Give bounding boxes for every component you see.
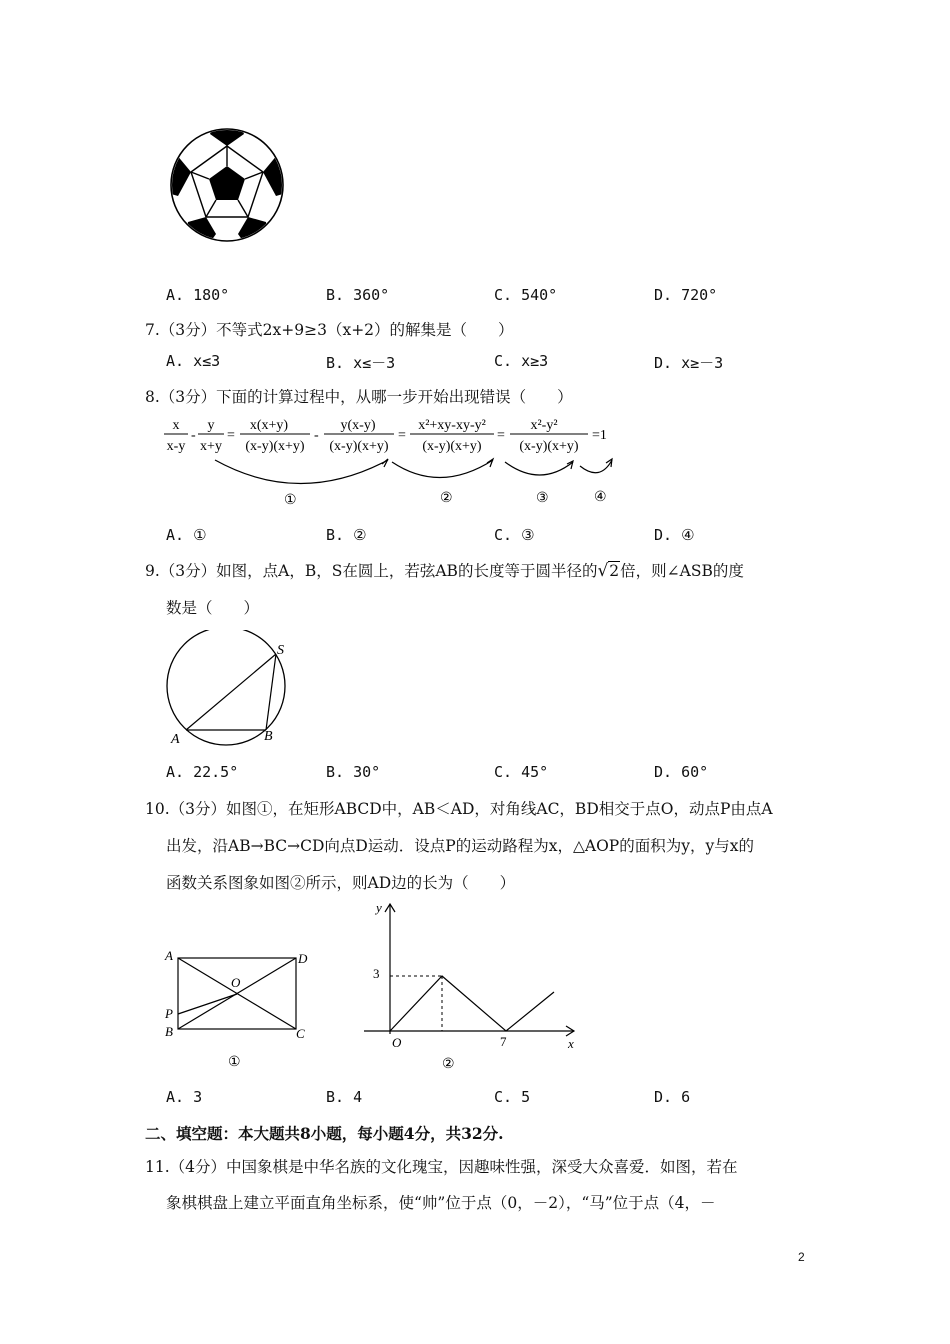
q9-stem-line2: 数是（ ） xyxy=(166,599,260,617)
q8-step-4: ④ xyxy=(594,490,607,505)
q11-line2: 象棋棋盘上建立平面直角坐标系，使“帅”位于点（0，－2），“马”位于点（4，－ xyxy=(166,1194,716,1212)
q8-frac5-den: (x-y)(x+y) xyxy=(422,439,482,454)
section-2-heading: 二、填空题：本大题共8小题，每小题4分，共32分. xyxy=(145,1124,504,1143)
q8-eq2: = xyxy=(398,428,406,443)
q9-option-d: D. 60° xyxy=(654,763,709,781)
q10-label-b: B xyxy=(165,1024,173,1039)
q8-option-c: C. ③ xyxy=(494,526,535,544)
q8-arrow-3 xyxy=(505,462,573,475)
q10-line2: 出发，沿AB→BC→CD向点D运动．设点P的运动路程为x，△AOP的面积为y，y与x的 xyxy=(166,837,754,855)
q9-option-a: A. 22.5° xyxy=(166,763,239,781)
q10-graph-polyline xyxy=(390,976,554,1031)
q8-frac2-den: x+y xyxy=(200,439,222,454)
q6-option-b: B. 360° xyxy=(326,286,390,304)
q11-line1: 11.（4分）中国象棋是中华名族的文化瑰宝，因趣味性强，深受大众喜爱．如图，若在 xyxy=(145,1158,738,1176)
q8-frac3-num: x(x+y) xyxy=(249,418,289,433)
q10-label-a: A xyxy=(165,948,173,963)
q6-option-d: D. 720° xyxy=(654,286,718,304)
q8-step-2: ② xyxy=(440,491,453,506)
q8-eq4: =1 xyxy=(592,428,607,443)
q8-minus2: - xyxy=(314,428,319,443)
q8-frac5-num: x²+xy-xy-y² xyxy=(418,418,486,433)
q6-option-c: C. 540° xyxy=(494,286,558,304)
q9-sqrt-value: 2 xyxy=(609,562,620,580)
q10-axis-y: y xyxy=(376,900,382,915)
q10-option-a: A. 3 xyxy=(166,1088,203,1106)
q8-frac3-den: (x-y)(x+y) xyxy=(245,439,305,454)
q10-option-c: C. 5 xyxy=(494,1088,531,1106)
q8-eq3: = xyxy=(497,428,505,443)
q8-stem: 8.（3分）下面的计算过程中，从哪一步开始出现错误（ ） xyxy=(145,388,573,406)
soccer-ball-figure xyxy=(168,126,286,244)
q9-option-c: C. 45° xyxy=(494,763,549,781)
q8-option-d: D. ④ xyxy=(654,526,695,544)
q8-frac4-den: (x-y)(x+y) xyxy=(329,439,389,454)
q10-label-o: O xyxy=(231,975,241,990)
q8-eq1: = xyxy=(227,428,235,443)
q10-axis-x: x xyxy=(568,1036,574,1051)
q9-stem-b: 倍，则∠ASB的度 xyxy=(620,562,744,580)
q8-frac1-num: x xyxy=(172,418,180,433)
q7-option-a: A. x≤3 xyxy=(166,352,221,370)
q7-option-b: B. x≤－3 xyxy=(326,354,396,372)
q9-circle-figure xyxy=(160,630,300,748)
q8-minus1: - xyxy=(191,428,196,443)
q8-frac2-num: y xyxy=(207,418,215,433)
q10-line3: 函数关系图象如图②所示，则AD边的长为（ ） xyxy=(166,874,516,892)
q10-rectangle-figure xyxy=(160,944,320,1074)
q10-label-d: D xyxy=(298,951,308,966)
q8-frac6-num: x²-y² xyxy=(530,418,558,433)
q7-option-c: C. x≥3 xyxy=(494,352,549,370)
q10-y-tick-3: 3 xyxy=(373,966,380,981)
q10-caption-2: ② xyxy=(442,1057,455,1072)
q9-label-a: A xyxy=(171,732,180,747)
q10-caption-1: ① xyxy=(228,1055,241,1070)
q8-frac1-den: x-y xyxy=(166,439,186,454)
q8-step-3: ③ xyxy=(536,491,549,506)
q9-option-b: B. 30° xyxy=(326,763,381,781)
q10-line1: 10.（3分）如图①，在矩形ABCD中，AB＜AD，对角线AC，BD相交于点O，动点P由点A xyxy=(145,800,773,818)
q7-stem: 7.（3分）不等式2x+9≥3（x+2）的解集是（ ） xyxy=(145,321,514,339)
q8-option-a: A. ① xyxy=(166,526,207,544)
q8-option-b: B. ② xyxy=(326,526,367,544)
q10-graph-figure xyxy=(356,896,588,1074)
q10-x-tick-7: 7 xyxy=(500,1034,507,1049)
q9-stem-line1: 9.（3分）如图，点A，B，S在圆上，若弦AB的长度等于圆半径的√2倍，则∠ASB的度 xyxy=(145,561,744,581)
q8-arrow-1 xyxy=(215,460,388,484)
q9-label-b: B xyxy=(264,729,273,744)
q10-origin: O xyxy=(392,1035,402,1050)
q9-label-s: S xyxy=(277,643,284,658)
q10-label-c: C xyxy=(296,1026,305,1041)
q9-stem-a: 9.（3分）如图，点A，B，S在圆上，若弦AB的长度等于圆半径的 xyxy=(145,562,598,580)
q6-option-a: A. 180° xyxy=(166,286,230,304)
q7-option-d: D. x≥－3 xyxy=(654,354,724,372)
q8-formula-figure xyxy=(160,412,630,512)
page-number: 2 xyxy=(798,1250,805,1264)
q8-frac6-den: (x-y)(x+y) xyxy=(519,439,579,454)
q10-option-b: B. 4 xyxy=(326,1088,363,1106)
q8-arrow-2 xyxy=(392,460,493,478)
q8-frac4-num: y(x-y) xyxy=(340,418,376,433)
q10-option-d: D. 6 xyxy=(654,1088,691,1106)
q8-step-1: ① xyxy=(284,493,297,508)
q10-label-p: P xyxy=(165,1006,173,1021)
